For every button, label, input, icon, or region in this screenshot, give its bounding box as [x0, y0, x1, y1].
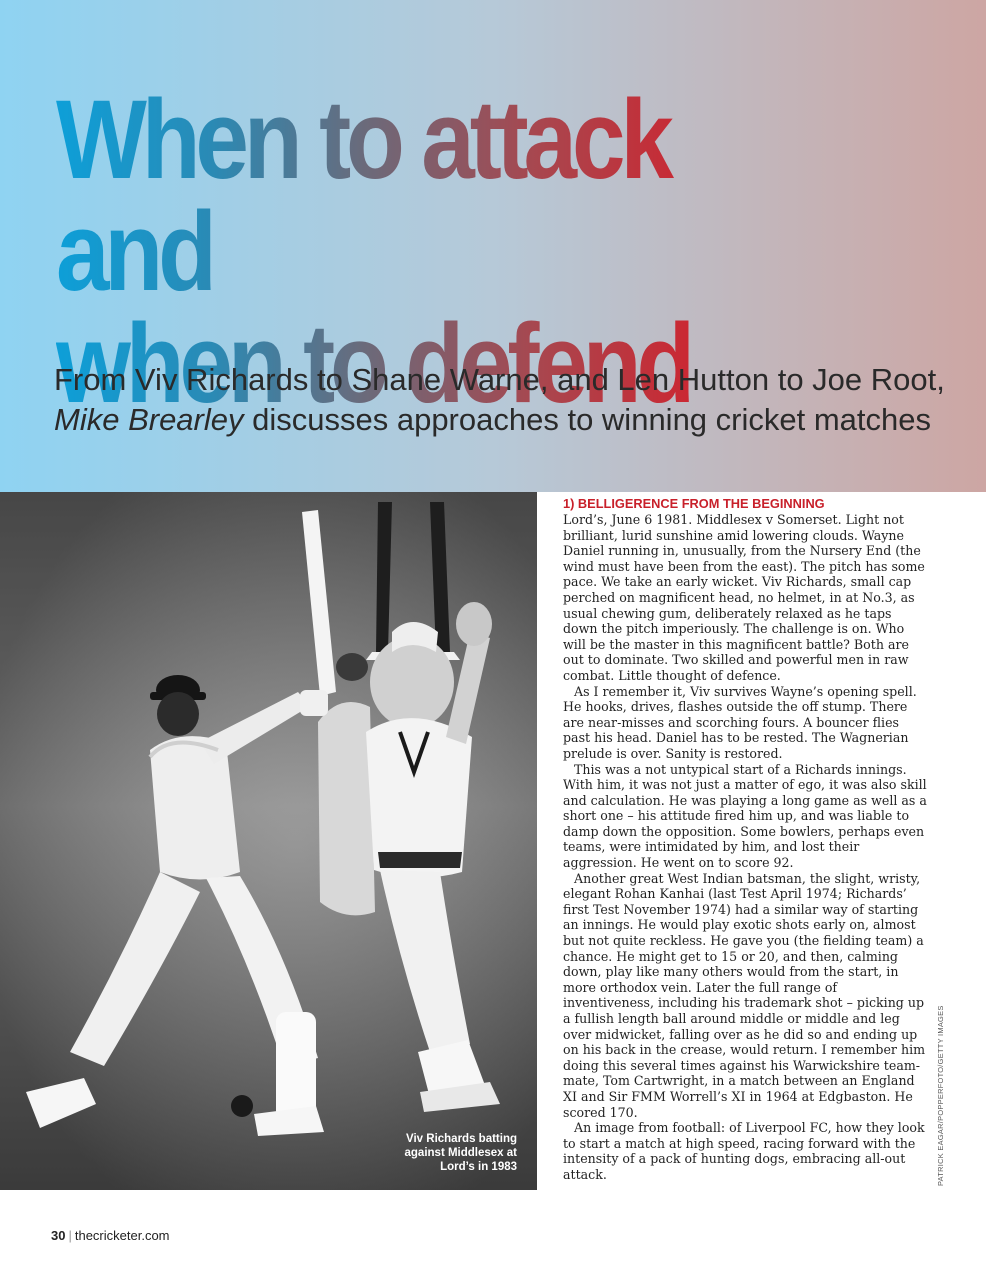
standfirst [54, 360, 954, 440]
headline-line-1: When to attack and [56, 77, 669, 314]
photo-caption: Viv Richards batting against Middlesex at Lord’s in 1983 [404, 1133, 517, 1173]
page-footer [51, 1228, 170, 1243]
page-number: 30 [51, 1228, 66, 1243]
footer-website: thecricketer.com [74, 1228, 170, 1243]
article-paragraph: As I remember it, Viv survives Wayne’s opening spell. He hooks, drives, flashes outside the off stump. There are near-misses and scorching fours. A bouncer flies past his head. Daniel has to be rested. The Wagnerian prelude is over. Sanity is restored. [563, 683, 917, 761]
cricket-photo-illustration [0, 492, 537, 1190]
footer-separator: | [68, 1228, 72, 1243]
headline-line-2: when to defend [56, 301, 691, 426]
article-paragraph: An image from football: of Liverpool FC, how they look to start a match at high speed, racing forward with the intensity of a pack of hunting dogs, embracing all-out attack. [563, 1120, 925, 1182]
standfirst-author: Mike Brearley [54, 402, 244, 437]
article-paragraph: Lord’s, June 6 1981. Middlesex v Somerset. Light not brilliant, lurid sunshine amid lowering clouds. Wayne Daniel running in, unusually, from the Nursery End (the wind must have been from the east). The pitch has some pace. We take an early wicket. Viv Richards, small cap perched on magnificent head, no helmet, in at No.3, as usual chewing gum, deliberately relaxed as he taps down the pitch imperiously. The challenge is on. Who will be the master in this magnificent battle? Both are out to dominate. Two skilled and powerful men in raw combat. Little thought of defence. [563, 512, 925, 683]
article-paragraph: Another great West Indian batsman, the slight, wristy, elegant Rohan Kanhai (last Test April 1974; Richards’ first Test November 1974) had a similar way of starting an innings. He would play exotic shots early on, almost but not quite reckless. He gave you (the fielding team) a chance. He might get to 15 or 20, and then, calming down, play like many others would from the start, in more orthodox vein. Later the full range of inventiveness, including his trademark shot – picking up a fullish length ball around middle or middle and leg over midwicket, falling over as he did so and ending up on his back in the crease, would return. I remember him doing this several times against his Warwickshire team-mate, Tom Cartwright, in a match between an England XI and Sir FMM Worrell’s XI in 1964 at Edgbaston. He scored 170. [563, 870, 926, 1120]
standfirst-line-1: From Viv Richards to Shane Warne, and Len Hutton to Joe Root, [54, 362, 945, 397]
section-heading: 1) BELLIGERENCE FROM THE BEGINNING [563, 496, 825, 511]
cricket-photo [0, 492, 537, 1190]
article-body [563, 496, 927, 1183]
photo-credit: PATRICK EAGAR/POPPERFOTO/GETTY IMAGES [936, 1005, 945, 1186]
article-paragraph: This was a not untypical start of a Richards innings. With him, it was not just a matter of ego, it was also skill and calculation. He was playing a long game as well as a short one – his attitude fired him up, and was liable to damp down the opposition. Some bowlers, perhaps even teams, were intimidated by him, and lost their aggression. He went on to score 92. [563, 761, 927, 871]
standfirst-line-2: discusses approaches to winning cricket matches [243, 402, 931, 437]
